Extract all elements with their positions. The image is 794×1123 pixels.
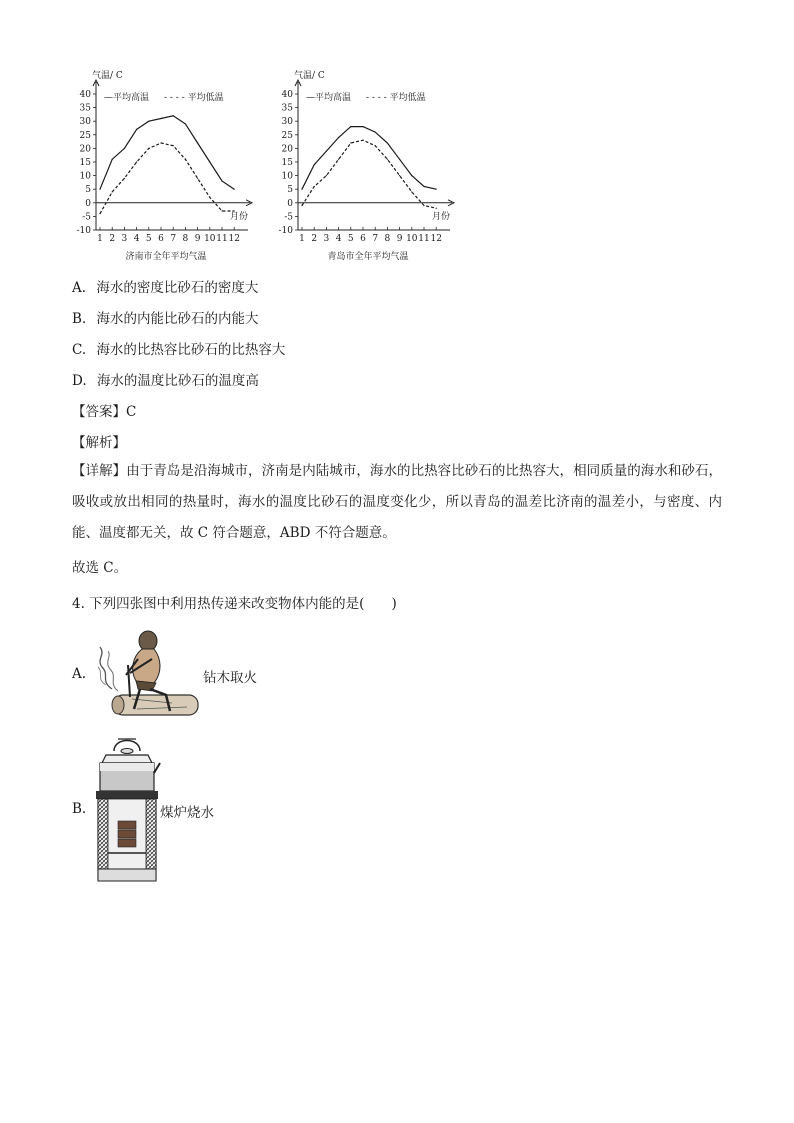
legend-high: —平均高温: [104, 93, 150, 103]
y-tick-label: 10: [79, 171, 91, 182]
x-tick-label: 2: [109, 234, 116, 244]
y-tick-label: 5: [85, 185, 91, 196]
point-high: [399, 159, 400, 160]
x-tick-label: 11: [216, 234, 228, 244]
x-tick-label: 4: [133, 234, 140, 244]
point-high: [136, 129, 137, 130]
point-low: [221, 210, 222, 211]
x-tick-label: 1: [299, 234, 305, 244]
point-low: [124, 178, 125, 179]
x-tick-label: 7: [372, 234, 379, 244]
point-high: [301, 189, 302, 190]
x-tick-label: 6: [360, 234, 366, 244]
y-tick-label: 20: [281, 144, 293, 155]
point-high: [350, 126, 351, 127]
x-tick-label: 5: [145, 234, 152, 244]
point-low: [301, 205, 302, 206]
x-tick-label: 6: [158, 234, 164, 244]
point-high: [173, 115, 174, 116]
y-tick-label: 25: [79, 130, 91, 141]
point-high: [387, 142, 388, 143]
y-tick-label: 30: [281, 117, 293, 128]
x-tick-label: 8: [384, 234, 391, 244]
coal-stove-kettle-illustration: [92, 733, 162, 885]
point-high: [209, 161, 210, 162]
x-tick-label: 5: [347, 234, 354, 244]
point-low: [99, 213, 100, 214]
option-label: D.: [72, 373, 87, 389]
point-low: [411, 191, 412, 192]
conclusion: 故选 C。: [72, 560, 128, 576]
point-high: [124, 148, 125, 149]
y-tick-label: 30: [79, 117, 91, 128]
y-tick-label: -5: [82, 212, 91, 223]
point-low: [173, 145, 174, 146]
point-low: [314, 186, 315, 187]
point-low: [197, 178, 198, 179]
x-tick-label: 2: [311, 234, 318, 244]
x-tick-label: 7: [170, 234, 177, 244]
point-low: [234, 210, 235, 211]
y-tick-label: 5: [287, 185, 293, 196]
x-tick-label: 4: [335, 234, 342, 244]
point-low: [338, 159, 339, 160]
q4-option-b-label: B.: [72, 801, 87, 817]
legend-low: - - - - 平均低温: [164, 93, 224, 103]
question-4: 4. 下列四张图中利用热传递来改变物体内能的是( ): [72, 596, 397, 612]
x-tick-label: 12: [430, 234, 442, 244]
x-tick-label: 11: [418, 234, 430, 244]
point-low: [350, 142, 351, 143]
point-high: [326, 151, 327, 152]
y-tick-label: 15: [281, 158, 293, 168]
point-low: [436, 208, 437, 209]
point-low: [326, 175, 327, 176]
legend-low: - - - - 平均低温: [366, 93, 426, 103]
y-tick-label: 10: [281, 171, 293, 182]
point-high: [375, 131, 376, 132]
point-high: [99, 189, 100, 190]
y-tick-label: 40: [79, 90, 91, 100]
y-tick-label: 20: [79, 144, 91, 155]
point-low: [160, 142, 161, 143]
y-tick-label: -10: [76, 226, 91, 236]
option-text: 海水的密度比砂石的密度大: [96, 280, 259, 296]
answer: 【答案】C: [72, 404, 137, 420]
option-label: C.: [72, 342, 87, 358]
legend-high: —平均高温: [306, 93, 352, 103]
point-high: [185, 123, 186, 124]
y-tick-label: 0: [287, 198, 293, 209]
y-tick-label: 35: [79, 103, 91, 114]
point-high: [423, 186, 424, 187]
drilling-wood-fire-illustration: [92, 625, 202, 720]
y-tick-label: 35: [281, 103, 293, 114]
jinan-chart: [70, 64, 265, 268]
series-line-high: [100, 116, 234, 189]
point-low: [112, 191, 113, 192]
point-low: [423, 205, 424, 206]
q3-option-a: [72, 276, 258, 296]
detail-paragraph: 【详解】由于青岛是沿海城市，济南是内陆城市，海水的比热容比砂石的比热容大，相同质量的海水和砂石，吸收或放出相同的热量时，海水的温度比砂石的温度变化少，所以青岛的温差比济南的温差小，与密度、内能、温度都无关，故 C 符合题意，ABD 不符合题意。: [72, 463, 722, 541]
point-low: [185, 159, 186, 160]
point-high: [234, 189, 235, 190]
q4-option-a-text: 钻木取火: [203, 670, 257, 686]
x-tick-label: 9: [194, 234, 201, 244]
x-axis-label: 月份: [432, 211, 451, 222]
point-high: [362, 126, 363, 127]
y-tick-label: 15: [79, 158, 91, 168]
y-axis-label: 气温/ C: [294, 71, 325, 81]
series-line-low: [302, 140, 436, 208]
x-tick-label: 3: [121, 234, 128, 244]
point-high: [436, 189, 437, 190]
chart-title: 青岛市全年平均气温: [327, 252, 409, 262]
point-high: [160, 118, 161, 119]
point-low: [136, 161, 137, 162]
x-tick-label: 10: [204, 234, 216, 244]
qingdao-chart: [272, 64, 467, 268]
q4-option-a-label: A.: [72, 666, 87, 682]
point-low: [362, 140, 363, 141]
qingdao-temperature-chart-svg: [272, 64, 467, 264]
y-tick-label: 25: [281, 130, 293, 141]
q3-option-b: [72, 307, 259, 327]
x-axis-label: 月份: [230, 211, 249, 222]
point-low: [387, 159, 388, 160]
point-high: [221, 180, 222, 181]
y-tick-label: 0: [85, 198, 91, 209]
x-tick-label: 12: [228, 234, 240, 244]
point-low: [148, 148, 149, 149]
q4-option-b-text: 煤炉烧水: [160, 805, 214, 821]
option-text: 海水的内能比砂石的内能大: [96, 311, 259, 327]
point-high: [148, 121, 149, 122]
point-low: [375, 145, 376, 146]
x-tick-label: 9: [396, 234, 403, 244]
point-high: [197, 142, 198, 143]
y-tick-label: 40: [281, 90, 293, 100]
x-tick-label: 3: [323, 234, 330, 244]
point-high: [411, 175, 412, 176]
x-tick-label: 10: [406, 234, 418, 244]
y-tick-label: -10: [278, 226, 293, 236]
q3-option-c: [72, 338, 285, 358]
chart-title: 济南市全年平均气温: [125, 252, 207, 262]
analysis-heading: 【解析】: [72, 435, 126, 451]
q3-option-d: [72, 369, 259, 389]
option-text: 海水的温度比砂石的温度高: [96, 373, 259, 389]
jinan-temperature-chart-svg: [70, 64, 265, 264]
y-axis-label: 气温/ C: [92, 71, 123, 81]
option-text: 海水的比热容比砂石的比热容大: [96, 342, 286, 358]
option-label: B.: [72, 311, 87, 327]
point-high: [314, 164, 315, 165]
option-label: A.: [72, 280, 87, 296]
point-high: [112, 159, 113, 160]
x-tick-label: 8: [182, 234, 189, 244]
y-tick-label: -5: [284, 212, 293, 223]
point-low: [399, 175, 400, 176]
point-high: [338, 137, 339, 138]
x-tick-label: 1: [97, 234, 103, 244]
point-low: [209, 197, 210, 198]
